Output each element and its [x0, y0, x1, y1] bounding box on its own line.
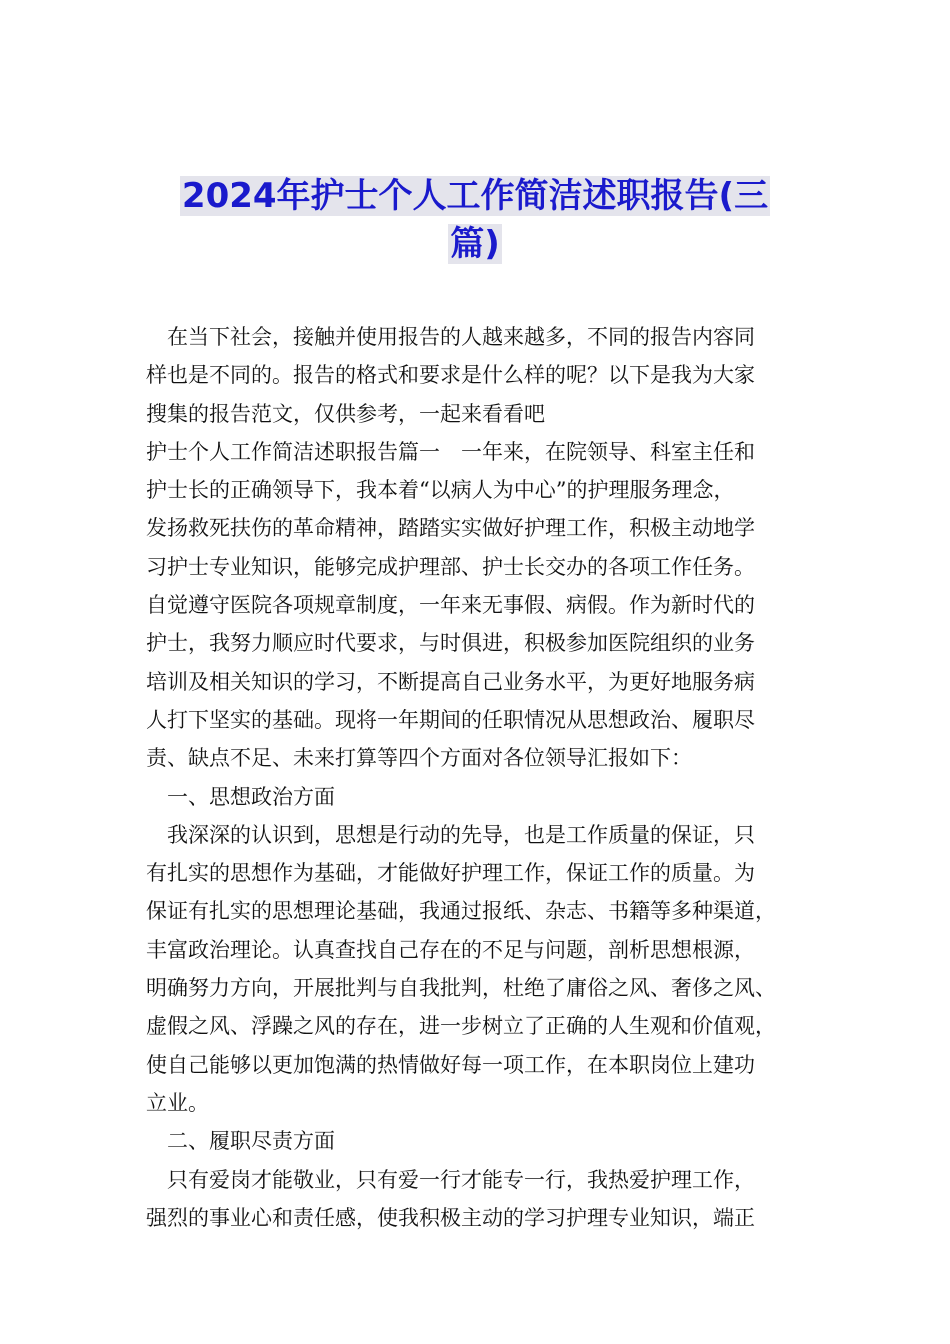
body-line: 自觉遵守医院各项规章制度，一年来无事假、病假。作为新时代的 — [146, 593, 755, 618]
body-line: 明确努力方向，开展批判与自我批判，杜绝了庸俗之风、奢侈之风、 — [146, 976, 776, 1001]
body-line: 样也是不同的。报告的格式和要求是什么样的呢？以下是我为大家 — [146, 363, 755, 388]
title-line-2: 篇) — [450, 224, 500, 264]
body-line: 虚假之风、浮躁之风的存在，进一步树立了正确的人生观和价值观， — [146, 1014, 776, 1039]
body-line: 丰富政治理论。认真查找自己存在的不足与问题，剖析思想根源， — [146, 937, 755, 962]
body-line: 责、缺点不足、未来打算等四个方面对各位领导汇报如下： — [146, 746, 692, 771]
body-line: 强烈的事业心和责任感，使我积极主动的学习护理专业知识，端正 — [146, 1205, 755, 1230]
body-line: 习护士专业知识，能够完成护理部、护士长交办的各项工作任务。 — [146, 554, 755, 579]
body-line: 我深深的认识到，思想是行动的先导，也是工作质量的保证，只 — [146, 822, 755, 847]
body-line: 培训及相关知识的学习，不断提高自己业务水平，为更好地服务病 — [146, 669, 755, 694]
body-line: 搜集的报告范文，仅供参考，一起来看看吧 — [146, 401, 545, 426]
body-line: 护士长的正确领导下，我本着“以病人为中心”的护理服务理念， — [146, 478, 735, 503]
document-title — [150, 172, 800, 268]
body-line: 发扬救死扶伤的革命精神，踏踏实实做好护理工作，积极主动地学 — [146, 516, 755, 541]
body-line: 立业。 — [146, 1090, 209, 1115]
title-line-1: 2024年护士个人工作简洁述职报告(三 — [181, 176, 769, 216]
body-line: 使自己能够以更加饱满的热情做好每一项工作，在本职岗位上建功 — [146, 1052, 755, 1077]
body-line: 保证有扎实的思想理论基础，我通过报纸、杂志、书籍等多种渠道， — [146, 899, 776, 924]
document-body — [146, 318, 810, 1237]
body-line: 护士个人工作简洁述职报告篇一 一年来，在院领导、科室主任和 — [146, 439, 755, 464]
body-line: 只有爱岗才能敬业，只有爱一行才能专一行，我热爱护理工作， — [146, 1167, 755, 1192]
body-line: 有扎实的思想作为基础，才能做好护理工作，保证工作的质量。为 — [146, 861, 755, 886]
body-line: 在当下社会，接触并使用报告的人越来越多，不同的报告内容同 — [146, 325, 755, 349]
section-heading: 一、思想政治方面 — [146, 784, 335, 809]
section-heading: 二、履职尽责方面 — [146, 1129, 335, 1154]
body-line: 护士，我努力顺应时代要求，与时俱进，积极参加医院组织的业务 — [146, 631, 755, 656]
body-line: 人打下坚实的基础。现将一年期间的任职情况从思想政治、履职尽 — [146, 707, 755, 732]
